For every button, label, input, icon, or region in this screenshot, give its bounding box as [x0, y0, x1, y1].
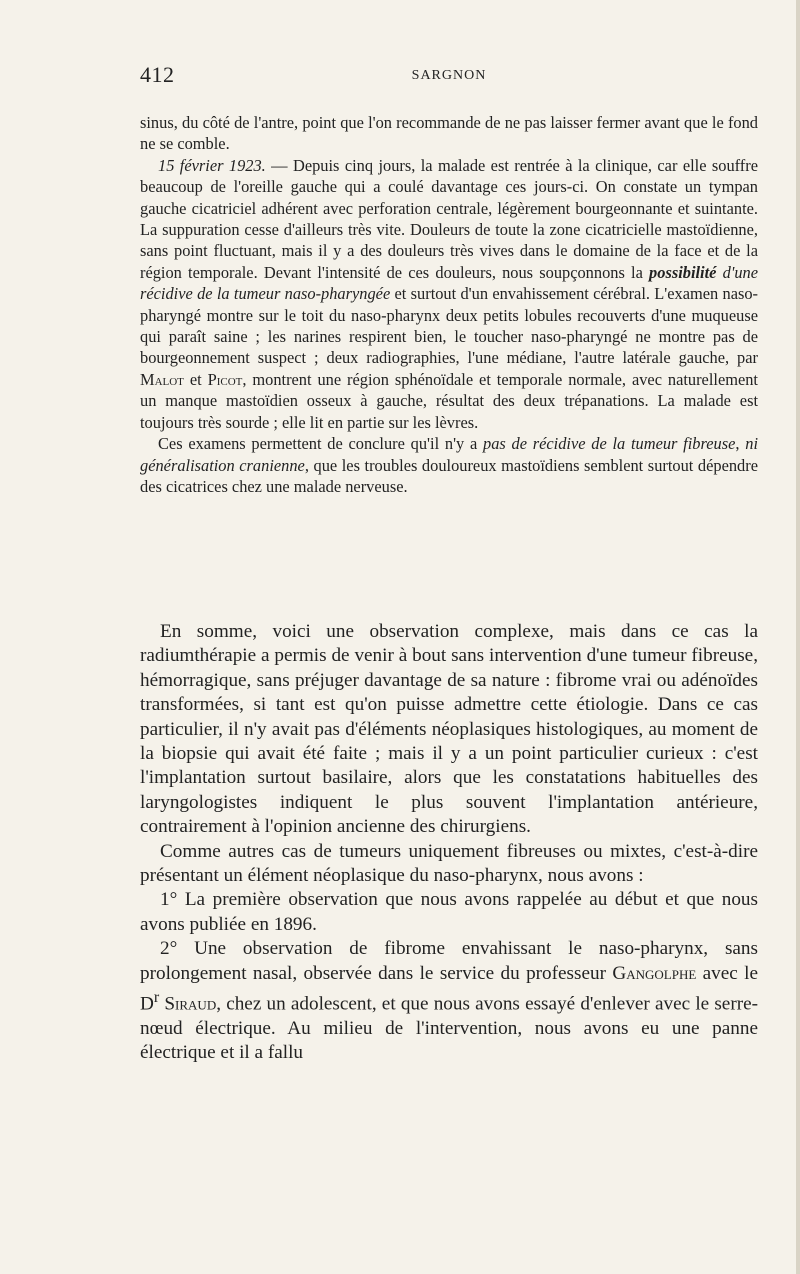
paragraph: 15 février 1923. — Depuis cinq jours, la malade est rentrée à la clinique, car elle souffre beaucoup de l'oreille gauche qui a coulé davantage ces jours-ci. On constate un tympan gauche cicatriciel adhérent avec perforation centrale, légèrement bourgeonnante et suintante. La suppuration cesse d'ailleurs très vite. Douleurs de toute la zone cicatricielle mastoïdienne, sans point fluctuant, mais il y a des douleurs très vives dans le domaine de la face et de la région temporale. Devant l'intensité de ces douleurs, nous soupçonnons la possibilité d'une récidive de la tumeur naso-pharyngée et surtout d'un envahissement cérébral. L'examen naso-pharyngé montre sur le toit du naso-pharynx deux petits lobules recouverts d'une muqueuse qui paraît saine ; les narines respirent bien, le toucher naso-pharyngé ne montre pas de bourgeonnement suspect ; deux radiographies, l'une médiane, l'autre latérale gauche, par Malot et Picot, montrent une région sphénoïdale et temporale normale, avec naturellement un manque mastoïdien osseux à gauche, résultat des deux trépanations. La malade est toujours très sourde ; elle lit en partie sur les lèvres. — [140, 155, 759, 432]
summary-section — [140, 620, 758, 1066]
list-item: 2° Une observation de fibrome envahissant le naso-pharynx, sans prolongement nasal, observée dans le service du professeur Gangolphe avec le $D^r$ Siraud, chez un adolescent, et que nous avons essayé d'enlever avec le serre-nœud électrique. Au milieu de l'intervention, nous avons eu une panne électrique et il a fallu — [140, 938, 759, 1064]
paragraph: sinus, du côté de l'antre, point que l'on recommande de ne pas laisser fermer avant que le fond ne se comble. — [140, 113, 758, 154]
emphasis: ni généralisation cranienne — [140, 434, 758, 475]
author-name: Picot — [207, 369, 243, 389]
date-heading: 15 février 1923. — [158, 155, 266, 175]
list-item: 1° La première observation que nous avons rappelée au début et que nous avons publiée en 1896. — [140, 889, 758, 935]
paragraph: Ces examens permettent de conclure qu'il n'y a pas de récidive de la tumeur fibreuse, ni généralisation cranienne, que les troubles douloureux mastoïdiens semblent surtout dépendre des cicatrices chez une malade nerveuse. — [140, 434, 758, 496]
page-number: 412 — [140, 62, 175, 87]
page-edge — [796, 0, 800, 1274]
emphasis: possibilité — [649, 262, 717, 282]
case-report-section — [140, 112, 758, 497]
paragraph: Comme autres cas de tumeurs uniquement fibreuses ou mixtes, c'est-à-dire présentant un élément néoplasique du naso-pharynx, nous avons : — [140, 840, 758, 887]
person-name: Siraud — [164, 993, 217, 1015]
author-name: Malot — [140, 369, 184, 389]
person-name: Gangolphe — [612, 962, 697, 984]
page-header — [140, 62, 758, 92]
running-head: SARGNON — [411, 68, 487, 83]
emphasis: pas de récidive de la tumeur fibreuse — [483, 434, 736, 454]
emphasis: d'une récidive de la tumeur naso-pharyngée — [140, 262, 758, 304]
paragraph: En somme, voici une observation complexe, mais dans ce cas la radiumthérapie a permis de venir à bout sans intervention d'une tumeur fibreuse, hémorragique, sans préjuger davantage de sa nature : fibrome vrai ou adénoïdes transformées, si tant est qu'on puisse admettre cette étiologie. Dans ce cas particulier, il n'y avait pas d'éléments néoplasiques histologiques, au moment de la biopsie qui avait été faite ; mais il y a un point particulier curieux : c'est l'implantation surtout basilaire, alors que les constatations habituelles des laryngologistes indiquent le plus souvent l'implantation antérieure, contrairement à l'opinion ancienne des chirurgiens. — [140, 621, 758, 838]
